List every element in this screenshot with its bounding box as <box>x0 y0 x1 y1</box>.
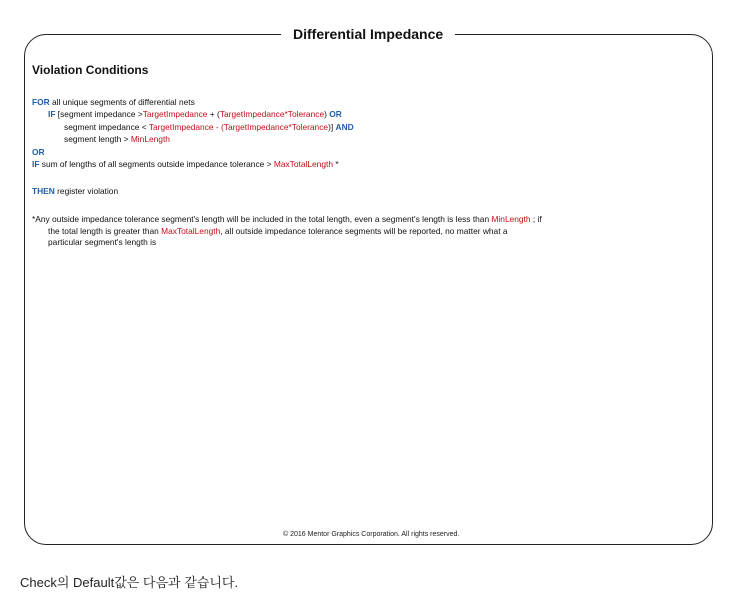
caption: Check의 Default값은 다음과 같습니다. <box>20 575 239 590</box>
rule-text: * <box>335 159 339 169</box>
param-min-length: MinLength <box>130 134 170 144</box>
param-minus: - ( <box>215 122 224 132</box>
rule-text: sum of lengths of all segments outside impedance tolerance > <box>41 159 272 169</box>
footnote-text: ; if <box>532 214 542 224</box>
rule-line-or <box>32 146 45 158</box>
footnote-text: , all outside impedance tolerance segments will be reported, no matter what a <box>220 225 508 236</box>
rule-line-if-sum <box>32 158 339 170</box>
param-max-total-length: MaxTotalLength <box>161 225 221 236</box>
keyword-or: OR <box>32 147 45 157</box>
rule-text: ) <box>324 109 327 119</box>
section-heading: Violation Conditions <box>32 63 149 77</box>
rule-text: [segment impedance > <box>57 109 143 119</box>
rule-text: all unique segments of differential nets <box>52 97 195 107</box>
param-target-impedance-tolerance: TargetImpedance*Tolerance <box>219 109 325 119</box>
rule-text: )] <box>328 122 334 132</box>
param-target-impedance-tolerance: TargetImpedance*Tolerance <box>223 122 329 132</box>
param-max-total-length: MaxTotalLength <box>273 159 333 169</box>
keyword-if: IF <box>32 159 40 169</box>
rule-line-for <box>32 96 195 108</box>
keyword-if: IF <box>48 109 56 119</box>
param-target-impedance: TargetImpedance <box>148 122 214 132</box>
footnote-text: particular segment's length is <box>48 237 157 247</box>
rule-text: register violation <box>57 186 119 196</box>
rule-text: segment impedance < <box>64 122 147 132</box>
rule-text: + ( <box>209 109 220 119</box>
keyword-or: OR <box>329 109 342 119</box>
keyword-for: FOR <box>32 97 50 107</box>
slide-title: Differential Impedance <box>281 24 455 44</box>
rule-line-if <box>48 108 342 120</box>
footnote-continuation <box>32 226 672 238</box>
rule-line-length <box>64 133 170 145</box>
rule-line-lower-bound <box>64 121 354 133</box>
keyword-then: THEN <box>32 186 55 196</box>
footnote-continuation <box>32 237 672 249</box>
param-target-impedance: TargetImpedance <box>142 109 208 119</box>
footnote-text: the total length is greater than <box>48 225 159 236</box>
rule-text: segment length > <box>64 134 129 144</box>
footnote <box>32 214 672 249</box>
rule-line-then <box>32 185 118 197</box>
keyword-and: AND <box>335 122 354 132</box>
copyright: © 2016 Mentor Graphics Corporation. All rights reserved. <box>283 531 460 538</box>
param-min-length: MinLength <box>491 214 531 224</box>
footnote-text: *Any outside impedance tolerance segment's length will be included in the total length, even a segment's length is less than <box>32 214 490 224</box>
